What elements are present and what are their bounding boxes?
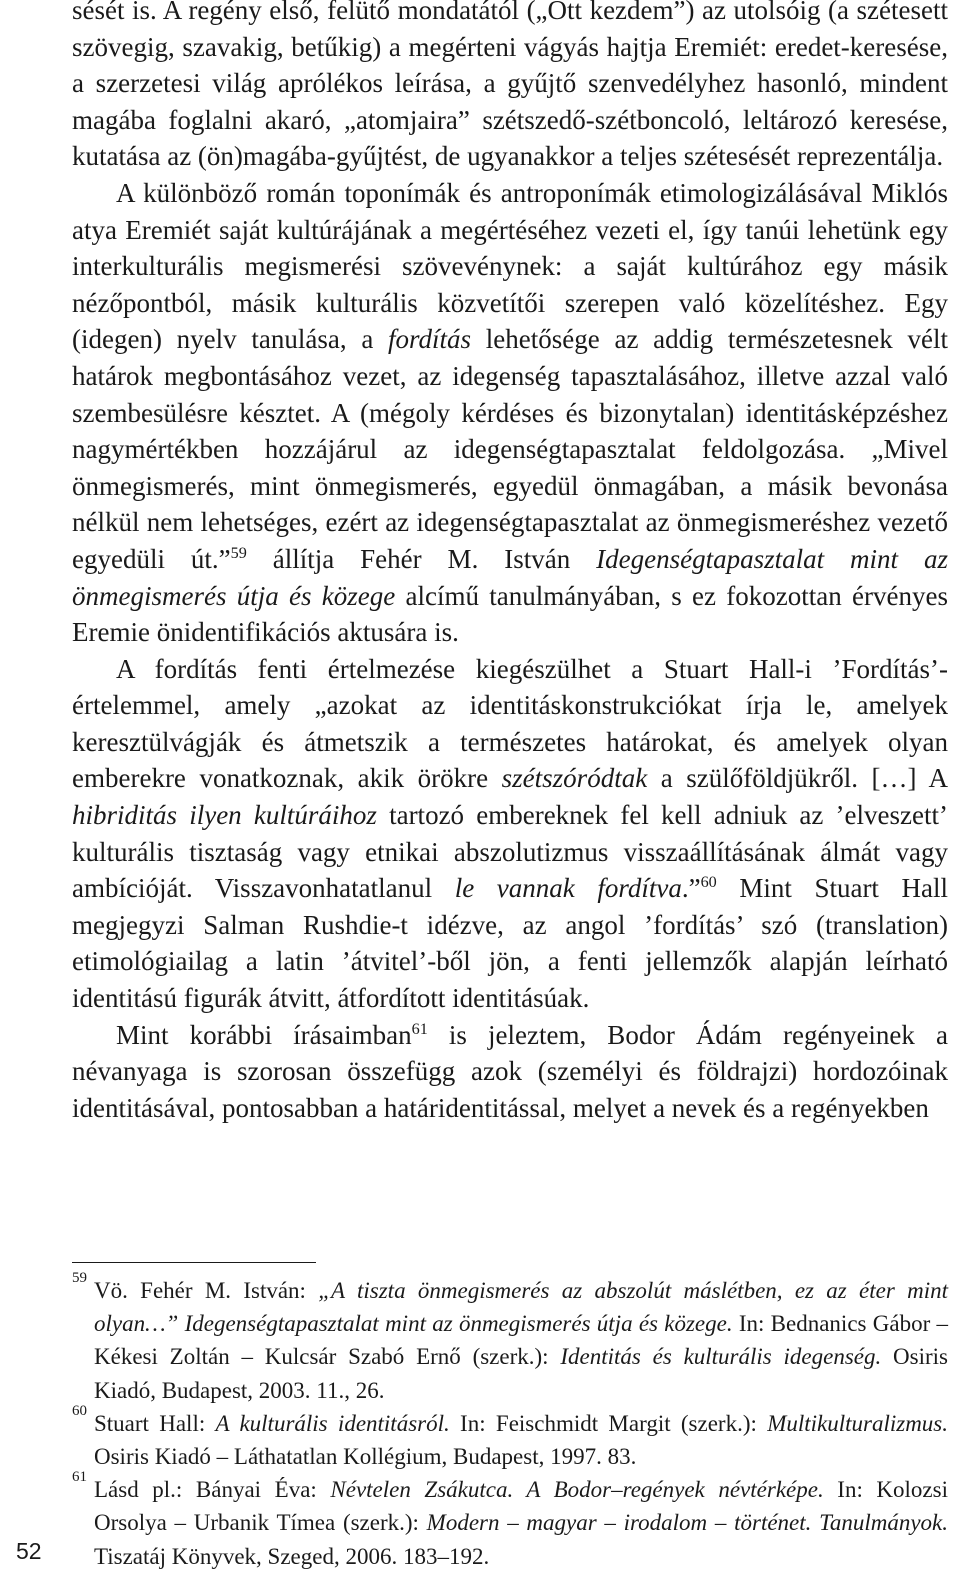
footnote-text: Osiris Kiadó, Budapest, 2003. 11., 26. <box>94 1344 948 1403</box>
footnote-italic-title: „A tiszta önmegismerés az abszolút máslétben, ez az éter mint olyan…” Idegenségtapasztalat mint az önmegismerés útja és közege. <box>94 1278 949 1337</box>
footnote-ref-59[interactable]: 59 <box>230 543 247 562</box>
footnote-text: In: Kolozsi Orsolya – Urbanik Tímea (szerk.): <box>94 1477 948 1536</box>
footnote-number: 60 <box>72 1402 87 1419</box>
paragraph-2-text-f: alcímű tanulmányában, s ez fokozottan érvényes Eremie önidentifikációs aktusára is. <box>72 580 948 648</box>
footnote-italic-title: Névtelen Zsákutca. A Bodor–regények névtérképe. <box>330 1477 824 1503</box>
footnotes <box>72 1270 949 1573</box>
footnote-text: Osiris Kiadó – Láthatatlan Kollégium, Budapest, 1997. 83. <box>94 1444 637 1470</box>
page-number: 52 <box>16 1538 42 1564</box>
paragraph-3-text-c: a szülőföldjükről. […] A <box>647 763 948 794</box>
paragraph-2-text-c: lehetősége az addig természetesnek vélt határok megbontásához vezet, az idegenség tapasztalásához, illetve azzal való szembesülésre késztet. A (mégoly kérdéses és bizonytalan) identitásképzéshez nagymértékben hozzájárul az idegenségtapasztalat feldolgozása. „Mivel önmegismerés, mint önmegismerés, egyedül önmagában, a másik bevonása nélkül nem lehetséges, ezért az idegenségtapasztalat az önmegismeréshez vezető egyedüli út.” <box>72 324 948 574</box>
footnote-italic-title: Multikulturalizmus. <box>767 1410 948 1436</box>
paragraph-2-text-a: A különböző román toponímák és antroponímák etimologizálásával Miklós atya Eremiét saját kultúrájának a megértéséhez vezeti el, így tanúi lehetünk egy interkulturális megismerési szövevénynek: a saját kultúrához egy másik nézőpontból, másik kulturális közvetítői szerepen való közelítéshez. Egy (idegen) nyelv tanulása, a <box>72 177 948 355</box>
paragraph-3-text-e: tartozó embereknek fel kell adniuk az ’elveszett’ kulturális tisztaság vagy etnikai abszolutizmus visszaállításának álmát vagy ambícióját. Visszavonhatatlanul <box>72 800 948 904</box>
footnote-text: Stuart Hall: <box>94 1410 216 1436</box>
paragraph-1 <box>72 0 948 175</box>
footnote-61 <box>72 1469 948 1573</box>
paragraph-3-text-h: Mint Stuart Hall megjegyzi Salman Rushdie-t idézve, az angol ’fordítás’ szó (translation) etimológiailag a latin ’átvitel’-ből jön, a fenti jellemzők alapján leírható identitású figurák átvitt, átfordított identitásúak. <box>72 873 949 1014</box>
footnote-60 <box>72 1402 948 1473</box>
footnote-text: Vö. Fehér M. István: <box>94 1278 319 1303</box>
footnote-59 <box>72 1270 949 1407</box>
footnote-ref-61[interactable]: 61 <box>411 1019 428 1038</box>
paragraph-1-text: sését is. A regény első, felütő mondatától („Ott kezdem”) az utolsóig (a szétesett szövegig, szavakig, betűkig) a megérteni vágyás hajtja Eremiét: eredet-keresése, a szerzetesi világ aprólékos leírása, a gyűjtő szenvedélyhez hasonló, mindent magába foglalni akaró, „atomjaira” szétszedő-szétboncoló, leltározó keresése, kutatása az (ön)magába-gyűjtést, de ugyanakkor a teljes szétesését reprezentálja. <box>72 0 948 172</box>
paragraph-2-italic-b: Idegenségtapasztalat mint az önmegismerés útja és közege <box>72 543 948 611</box>
footnote-italic-title: Identitás és kulturális idegenség. <box>560 1344 882 1370</box>
paragraph-3-text-g: .” <box>681 873 701 904</box>
main-text <box>72 0 948 1126</box>
paragraph-4 <box>72 1017 948 1127</box>
footnote-number: 61 <box>72 1469 87 1486</box>
paragraph-4-text-a: Mint korábbi írásaimban <box>116 1019 412 1050</box>
paragraph-3-text-a: A fordítás fenti értelmezése kiegészülhet a Stuart Hall-i ’Fordítás’-értelemmel, amely „azokat az identitáskonstrukciókat írja le, amelyek keresztülvágják és átmetszik a természetes határokat, és amelyek olyan emberekre vonatkoznak, akik örökre <box>72 653 948 794</box>
footnote-text: Tiszatáj Könyvek, Szeged, 2006. 183–192. <box>94 1543 490 1569</box>
paragraph-3 <box>72 651 948 1017</box>
footnote-text: Lásd pl.: Bányai Éva: <box>94 1477 331 1503</box>
footnote-divider <box>72 1262 316 1263</box>
footnote-italic-title: Modern – magyar – irodalom – történet. Tanulmányok. <box>426 1510 948 1536</box>
paragraph-2-italic-a: fordítás <box>388 324 472 355</box>
footnote-text: In: Feischmidt Margit (szerk.): <box>449 1410 768 1436</box>
footnote-text: In: Bednanics Gábor – Kékesi Zoltán – Kulcsár Szabó Ernő (szerk.): <box>94 1311 948 1370</box>
paragraph-3-italic-c: le vannak fordítva <box>454 873 682 904</box>
footnote-italic-title: A kulturális identitásról. <box>215 1410 450 1436</box>
paragraph-2 <box>72 175 948 651</box>
paragraph-3-italic-a: szétszóródtak <box>501 763 648 794</box>
footnote-number: 59 <box>72 1270 87 1286</box>
paragraph-2-text-d: állítja Fehér M. István <box>246 543 597 574</box>
footnote-ref-60[interactable]: 60 <box>700 873 717 892</box>
paragraph-4-text-b: is jeleztem, Bodor Ádám regényeinek a névanyaga is szorosan összefügg azok (személyi és földrajzi) hordozóinak identitásával, pontosabban a határidentitással, melyet a nevek és a regényekben <box>72 1019 948 1123</box>
paragraph-3-italic-b: hibriditás ilyen kultúráihoz <box>72 800 377 831</box>
